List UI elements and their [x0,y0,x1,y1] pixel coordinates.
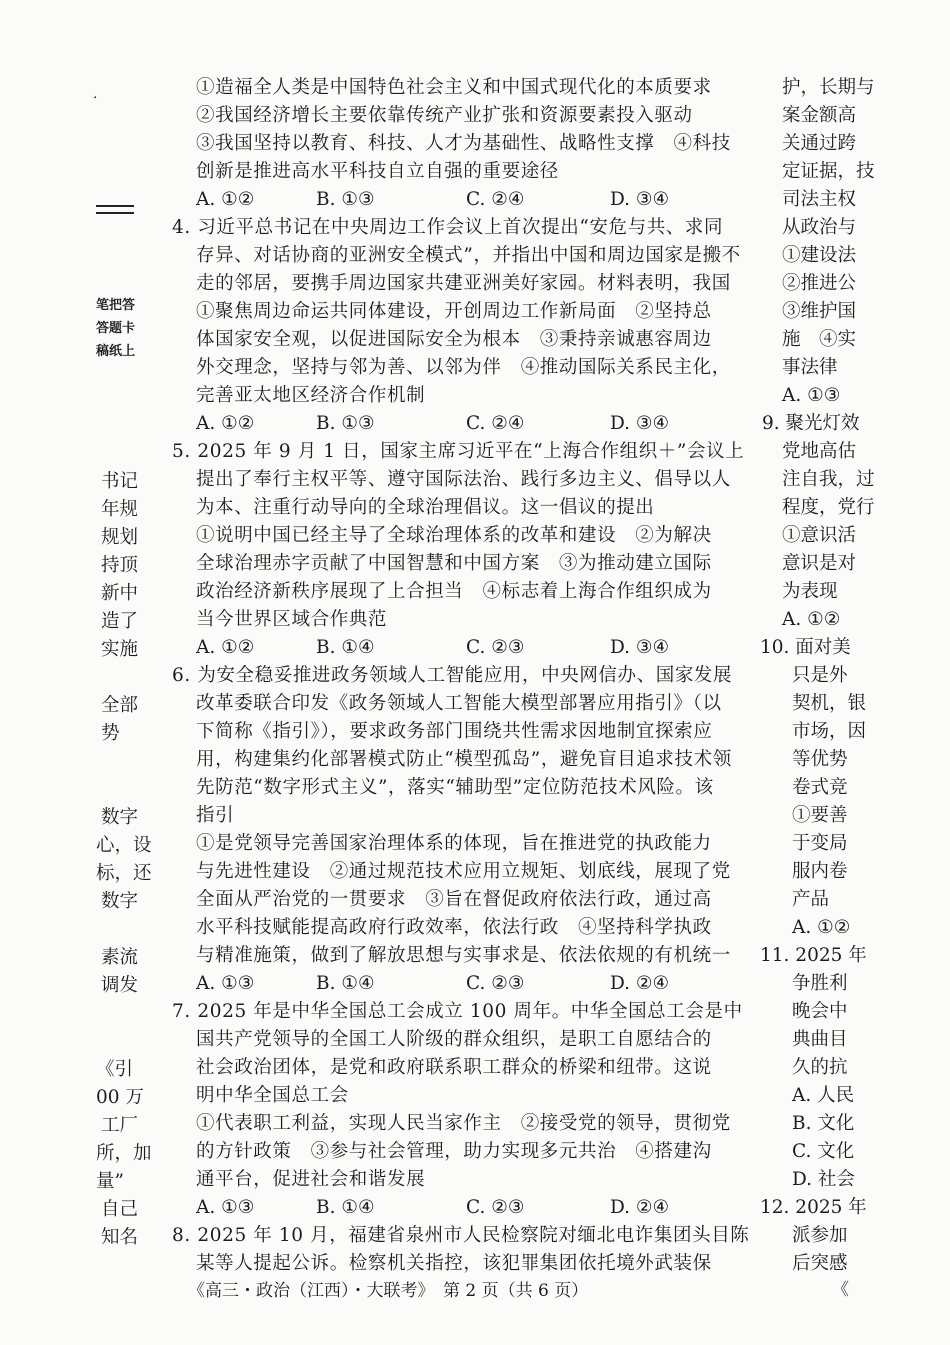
page-footer: 《高三・政治（江西）・大联考》 第 2 页（共 6 页） [188,1281,589,1301]
right-fragment: 只是外 [792,665,848,686]
text-line: 通平台，促进社会和谐发展 [196,1169,426,1190]
left-fragment: 所，加 [96,1143,152,1164]
option-d[interactable]: D. ③④ [610,637,670,658]
right-fragment: 护，长期与 [782,77,875,98]
question-6: 6. 为安全稳妥推进政务领域人工智能应用，中央网信办、国家发展 [172,665,733,686]
left-fragment: 00 万 [96,1087,144,1108]
left-fragment: 工厂 [101,1115,139,1136]
option-c[interactable]: C. ②④ [466,189,525,210]
left-fragment: 全部 [101,695,139,716]
left-fragment: 自己 [101,1199,139,1220]
text-line: 全球治理赤字贡献了中国智慧和中国方案 ③为推动建立国际 [196,553,712,574]
left-fragment: 造了 [101,611,139,632]
text-line: 存异、对话协商的亚洲安全模式”，并指出中国和周边国家是搬不 [196,245,741,266]
option-c[interactable]: C. ②③ [466,973,525,994]
right-fragment: 程度，党行 [782,497,875,518]
left-fragment: 数字 [101,807,139,828]
right-fragment: B. 文化 [792,1113,855,1134]
text-line: 下简称《指引》），要求政务部门围绕共性需求因地制宜探索应 [196,721,713,742]
right-fragment: 10. 面对美 [760,637,851,658]
text-line: 与先进性建设 ②通过规范技术应用立规矩、划底线，展现了党 [196,861,731,882]
right-fragment: 晚会中 [792,1001,848,1022]
option-a[interactable]: A. ①③ [196,973,255,994]
option-c[interactable]: C. ②④ [466,413,525,434]
right-fragment: 司法主权 [782,189,857,210]
left-fragment: 新中 [101,583,139,604]
question-4: 4. 习近平总书记在中央周边工作会议上首次提出“安危与共、求同 [172,217,724,238]
left-fragment: 心，设 [96,835,152,856]
text-line: 与精准施策，做到了解放思想与实事求是、依法依规的有机统一 [196,945,731,966]
text-line: 体国家安全观，以促进国际安全为根本 ③秉持亲诚惠容周边 [196,329,712,350]
option-c[interactable]: C. ②③ [466,637,525,658]
right-fragment: 争胜利 [792,973,848,994]
left-fragment: 数字 [101,891,139,912]
right-fragment: 案金额高 [782,105,857,126]
text-line: 某等人提起公诉。检察机关指控，该犯罪集团依托境外武装保 [196,1253,712,1274]
right-fragment: ①要善 [792,805,848,826]
right-fragment: 市场，因 [792,721,867,742]
option-a[interactable]: A. ①② [196,637,255,658]
text-line: 指引 [196,805,235,826]
right-fragment: A. ①③ [782,385,841,406]
question-8: 8. 2025 年 10 月，福建省泉州市人民检察院对缅北电诈集团头目陈 [172,1225,750,1246]
right-fragment: C. 文化 [792,1141,855,1162]
right-fragment: ①意识活 [782,525,857,546]
text-line: ①造福全人类是中国特色社会主义和中国式现代化的本质要求 [196,77,712,98]
option-d[interactable]: D. ②④ [610,1197,670,1218]
option-d[interactable]: D. ②④ [610,973,670,994]
text-line: 外交理念，坚持与邻为善、以邻为伴 ④推动国际关系民主化， [196,357,731,378]
text-line: ①代表职工利益，实现人民当家作主 ②接受党的领导，贯彻党 [196,1113,731,1134]
text-line: 走的邻居，要携手周边国家共建亚洲美好家园。材料表明，我国 [196,273,731,294]
right-fragment: 卷式竞 [792,777,848,798]
text-line: 的方针政策 ③参与社会管理，助力实现多元共治 ④搭建沟 [196,1141,712,1162]
right-fragment: 定证据，技 [782,161,875,182]
left-fragment: 势 [101,723,120,744]
left-fragment: 调发 [101,975,139,996]
right-fragment: A. ①② [782,609,841,630]
option-b[interactable]: B. ①③ [316,413,375,434]
text-line: ①说明中国已经主导了全球治理体系的改革和建设 ②为解决 [196,525,712,546]
text-line: ①聚焦周边命运共同体建设，开创周边工作新局面 ②坚持总 [196,301,712,322]
text-line: 用，构建集约化部署模式防止“模型孤岛”，避免盲目追求技术领 [196,749,732,770]
option-d[interactable]: D. ③④ [610,413,670,434]
left-fragment: 实施 [101,639,139,660]
text-line: 全面从严治党的一贯要求 ③旨在督促政府依法行政，通过高 [196,889,712,910]
text-line: 水平科技赋能提高政府行政效率，依法行政 ④坚持科学执政 [196,917,712,938]
edge-mark: ¸ [92,85,98,99]
right-fragment: ②推进公 [782,273,857,294]
option-a[interactable]: A. ①② [196,189,255,210]
right-fragment: 服内卷 [792,861,848,882]
right-fragment: ①建设法 [782,245,857,266]
text-line: 改革委联合印发《政务领域人工智能大模型部署应用指引》（以 [196,693,722,714]
right-fragment: ③维护国 [782,301,857,322]
text-line: 明中华全国总工会 [196,1085,349,1106]
binding-note-line: 答题卡 [96,321,136,336]
text-line: 先防范“数字形式主义”，落实“辅助型”定位防范技术风险。该 [196,777,714,798]
right-fragment: 关通过跨 [782,133,857,154]
option-b[interactable]: B. ①④ [316,1197,375,1218]
left-fragment: 书记 [101,471,139,492]
text-line: 创新是推进高水平科技自立自强的重要途径 [196,161,559,182]
option-b[interactable]: B. ①④ [316,637,375,658]
text-line: ①是党领导完善国家治理体系的体现，旨在推进党的执政能力 [196,833,712,854]
option-c[interactable]: C. ②③ [466,1197,525,1218]
binding-note-line: 稿纸上 [96,344,136,359]
right-fragment: 《 [832,1280,849,1300]
right-fragment: 为表现 [782,581,838,602]
right-fragment: 施 ④实 [782,329,857,350]
text-line: 国共产党领导的全国工人阶级的群众组织，是职工自愿结合的 [196,1029,712,1050]
text-line: ③我国坚持以教育、科技、人才为基础性、战略性支撑 ④科技 [196,133,731,154]
right-fragment: 契机，银 [792,693,867,714]
right-fragment: D. 社会 [792,1169,855,1190]
text-line: 政治经济新秩序展现了上合担当 ④标志着上海合作组织成为 [196,581,712,602]
left-fragment: 年规 [101,499,139,520]
option-a[interactable]: A. ①② [196,413,255,434]
right-fragment: 党地高估 [782,441,857,462]
left-fragment: 量” [96,1171,124,1192]
right-fragment: 12. 2025 年 [760,1197,867,1218]
right-fragment: 久的抗 [792,1057,848,1078]
text-line: 当今世界区域合作典范 [196,609,388,630]
right-fragment: 9. 聚光灯效 [762,413,860,434]
right-fragment: 11. 2025 年 [760,945,867,966]
right-fragment: 于变局 [792,833,848,854]
right-fragment: 典曲目 [792,1029,848,1050]
question-7: 7. 2025 年是中华全国总工会成立 100 周年。中华全国总工会是中 [172,1001,743,1022]
text-line: 完善亚太地区经济合作机制 [196,385,426,406]
right-fragment: 从政治与 [782,217,857,238]
left-fragment: 素流 [101,947,139,968]
left-fragment: 规划 [101,527,139,548]
right-fragment: 等优势 [792,749,848,770]
left-fragment: 标，还 [96,863,152,884]
left-fragment: 知名 [101,1227,139,1248]
right-fragment: 注自我，过 [782,469,875,490]
right-edge-column [760,0,875,1345]
text-line: 提出了奉行主权平等、遵守国际法治、践行多边主义、倡导以人 [196,469,731,490]
binding-note-line: 笔把答 [96,298,136,313]
right-fragment: 派参加 [792,1225,848,1246]
right-fragment: A. 人民 [792,1085,855,1106]
binding-rule [96,205,134,207]
text-line: ②我国经济增长主要依靠传统产业扩张和资源要素投入驱动 [196,105,693,126]
option-b[interactable]: B. ①④ [316,973,375,994]
option-d[interactable]: D. ③④ [610,189,670,210]
right-fragment: A. ①② [792,917,851,938]
option-b[interactable]: B. ①③ [316,189,375,210]
right-fragment: 事法律 [782,357,838,378]
left-fragment: 持顶 [101,555,139,576]
option-a[interactable]: A. ①③ [196,1197,255,1218]
right-fragment: 后突感 [792,1253,848,1274]
right-fragment: 意识是对 [782,553,857,574]
binding-rule [96,212,134,214]
text-line: 社会政治团体，是党和政府联系职工群众的桥梁和纽带。这说 [196,1057,712,1078]
left-fragment: 《引 [96,1059,134,1080]
question-5: 5. 2025 年 9 月 1 日，国家主席习近平在“上海合作组织＋”会议上 [172,441,745,462]
text-line: 为本、注重行动导向的全球治理倡议。这一倡议的提出 [196,497,655,518]
right-fragment: 产品 [792,889,830,910]
